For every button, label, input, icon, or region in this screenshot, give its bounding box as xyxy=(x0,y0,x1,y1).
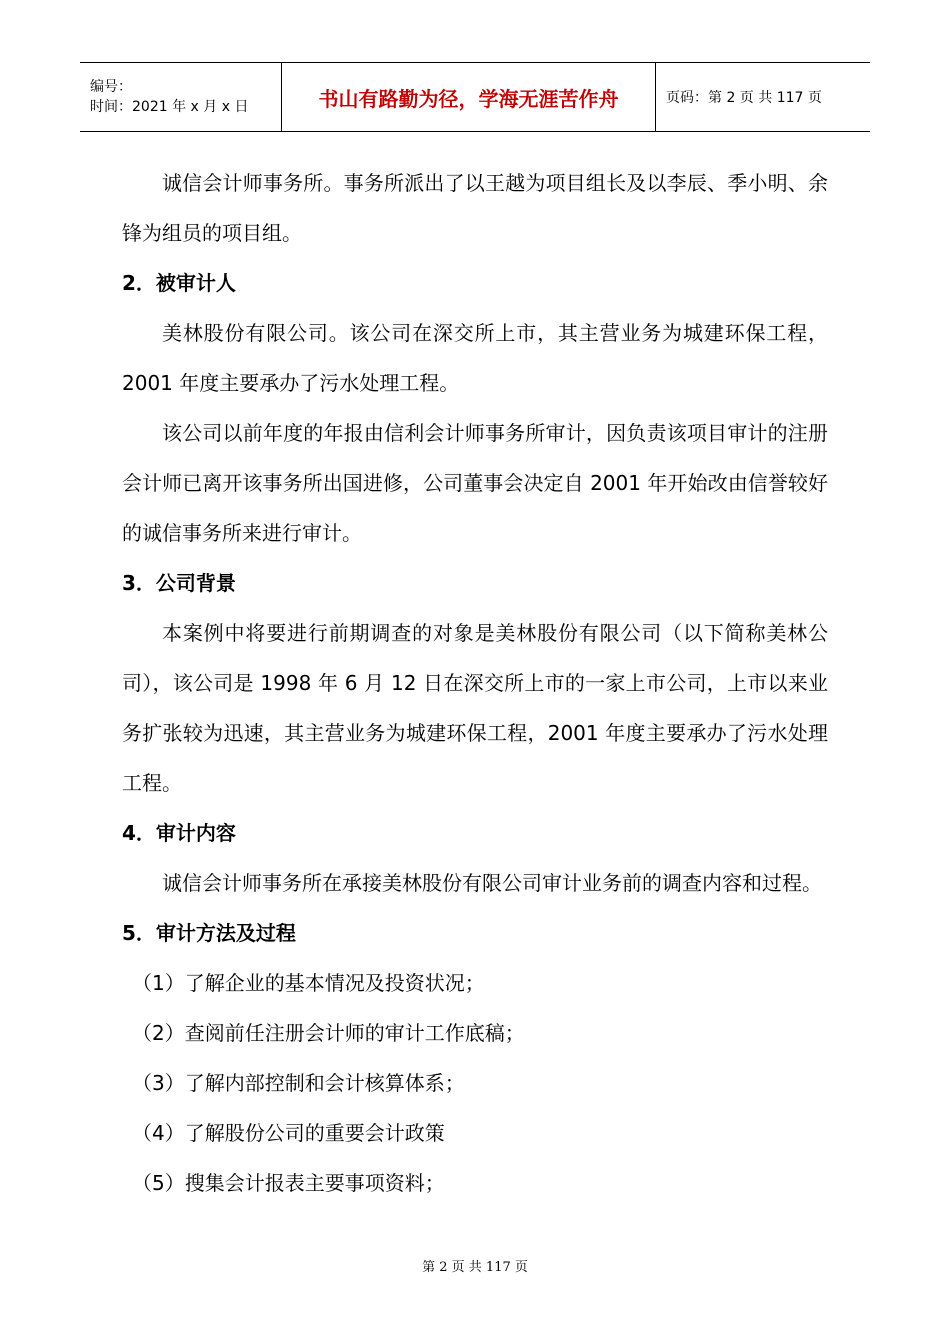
paragraph: 本案例中将要进行前期调查的对象是美林股份有限公司（以下简称美林公司），该公司是 1998 年 6 月 12 日在深交所上市的一家上市公司，上市以来业务扩张较为迅速，其主营业务为城建环保工程，2001 年度主要承办了污水处理工程。 xyxy=(122,621,828,795)
paragraph: 诚信会计师事务所在承接美林股份有限公司审计业务前的调查内容和过程。 xyxy=(162,871,822,895)
list-item: （2）查阅前任注册会计师的审计工作底稿； xyxy=(132,1021,525,1045)
paragraph: 美林股份有限公司。该公司在深交所上市，其主营业务为城建环保工程，2001 年度主要承办了污水处理工程。 xyxy=(122,321,828,395)
section-heading: 5．审计方法及过程 xyxy=(122,921,296,945)
header-meta xyxy=(80,63,282,131)
header-motto: 书山有路勤为径，学海无涯苦作舟 xyxy=(282,63,656,131)
list-item: （3）了解内部控制和会计核算体系； xyxy=(132,1071,465,1095)
list-item: （4）了解股份公司的重要会计政策 xyxy=(132,1121,445,1145)
list-item: （1）了解企业的基本情况及投资状况； xyxy=(132,971,485,995)
section-heading: 4．审计内容 xyxy=(122,821,236,845)
document-body xyxy=(122,158,828,1208)
paragraph: 诚信会计师事务所。事务所派出了以王越为项目组长及以李辰、季小明、余锋为组员的项目组。 xyxy=(122,171,828,245)
paragraph: 该公司以前年度的年报由信利会计师事务所审计，因负责该项目审计的注册会计师已离开该事务所出国进修，公司董事会决定自 2001 年开始改由信誉较好的诚信事务所来进行审计。 xyxy=(122,421,828,545)
header-page-info: 页码：第 2 页 共 117 页 xyxy=(666,90,822,106)
section-heading: 2．被审计人 xyxy=(122,271,236,295)
list-item: （5）搜集会计报表主要事项资料； xyxy=(132,1171,445,1195)
document-header xyxy=(80,62,870,132)
number-label: 编号： xyxy=(90,79,132,95)
page-footer: 第 2 页 共 117 页 xyxy=(422,1260,528,1275)
section-heading: 3．公司背景 xyxy=(122,571,236,595)
time-label: 时间：2021 年 x 月 x 日 xyxy=(90,99,249,115)
